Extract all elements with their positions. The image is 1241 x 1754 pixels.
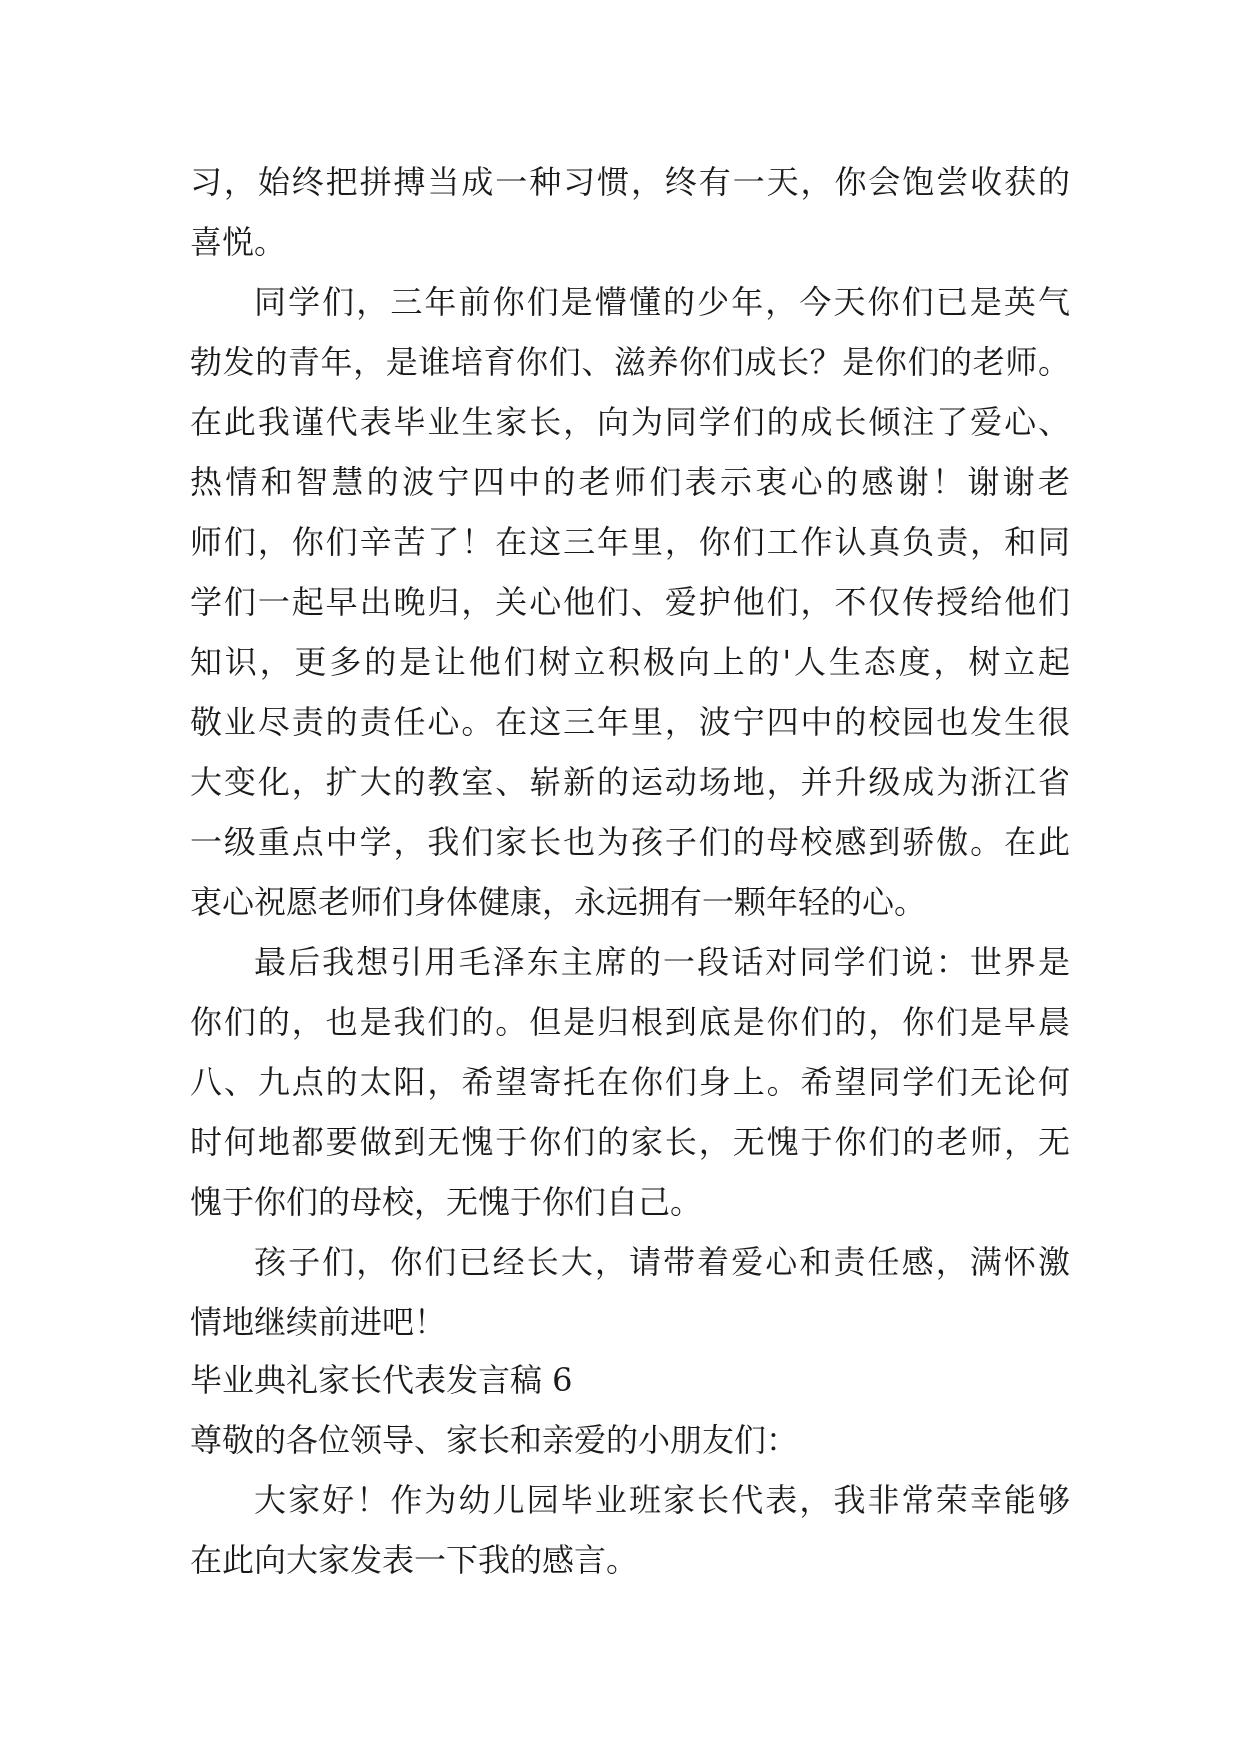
paragraph-line: 愧于你们的母校，无愧于你们自己。	[190, 1183, 703, 1221]
paragraph-line: 学们一起早出晚归，关心他们、爱护他们，不仅传授给他们	[190, 583, 1070, 621]
paragraph-line: 热情和智慧的波宁四中的老师们表示衷心的感谢！谢谢老	[190, 463, 1070, 501]
paragraph-line: 在此我谨代表毕业生家长，向为同学们的成长倾注了爱心、	[190, 403, 1070, 441]
paragraph-line: 情地继续前进吧！	[190, 1303, 447, 1341]
paragraph-line: 八、九点的太阳，希望寄托在你们身上。希望同学们无论何	[190, 1063, 1070, 1101]
paragraph-line: 孩子们，你们已经长大，请带着爱心和责任感，满怀激	[254, 1243, 1070, 1281]
paragraph-line: 衷心祝愿老师们身体健康，永远拥有一颗年轻的心。	[190, 883, 927, 921]
salutation-line: 尊敬的各位领导、家长和亲爱的小朋友们：	[190, 1421, 799, 1459]
paragraph-line: 大家好！作为幼儿园毕业班家长代表，我非常荣幸能够	[254, 1481, 1070, 1519]
paragraph-line: 最后我想引用毛泽东主席的一段话对同学们说：世界是	[254, 943, 1070, 981]
paragraph-line: 同学们，三年前你们是懵懂的少年，今天你们已是英气	[254, 283, 1070, 321]
section-heading: 毕业典礼家长代表发言稿 6	[190, 1361, 573, 1399]
paragraph-line: 一级重点中学，我们家长也为孩子们的母校感到骄傲。在此	[190, 823, 1070, 861]
paragraph-line: 你们的，也是我们的。但是归根到底是你们的，你们是早晨	[190, 1003, 1070, 1041]
paragraph-line: 时何地都要做到无愧于你们的家长，无愧于你们的老师，无	[190, 1123, 1070, 1161]
paragraph-line: 知识，更多的是让他们树立积极向上的'人生态度，树立起	[190, 643, 1070, 681]
paragraph-line: 习，始终把拼搏当成一种习惯，终有一天，你会饱尝收获的	[190, 163, 1070, 201]
paragraph-line: 师们，你们辛苦了！在这三年里，你们工作认真负责，和同	[190, 523, 1070, 561]
paragraph-line: 在此向大家发表一下我的感言。	[190, 1541, 639, 1579]
paragraph-line: 勃发的青年，是谁培育你们、滋养你们成长？是你们的老师。	[190, 343, 1070, 381]
paragraph-line: 敬业尽责的责任心。在这三年里，波宁四中的校园也发生很	[190, 703, 1070, 741]
paragraph-line: 大变化，扩大的教室、崭新的运动场地，并升级成为浙江省	[190, 763, 1070, 801]
paragraph-line: 喜悦。	[190, 223, 287, 261]
